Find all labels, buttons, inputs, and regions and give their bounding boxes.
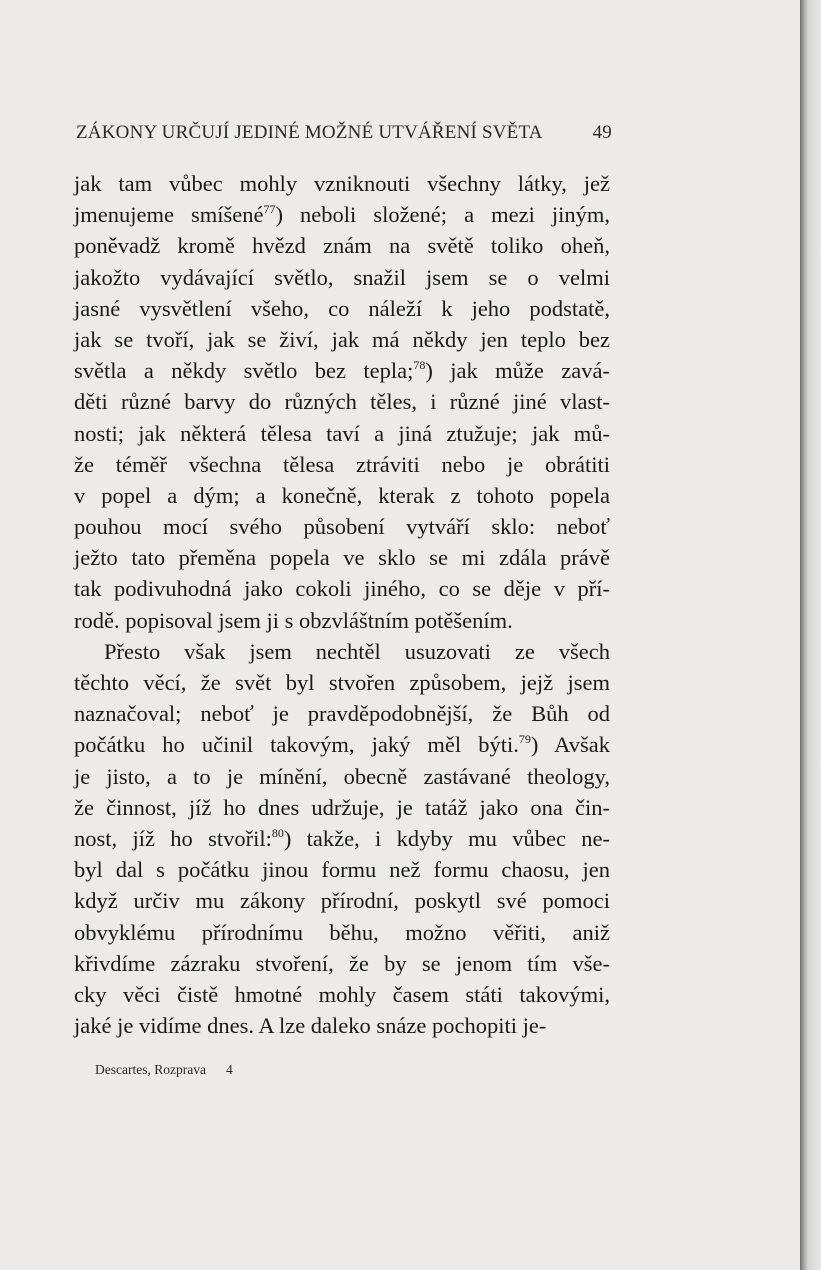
text-segment: cky věci čistě hmotné mohly časem státi takovými, — [74, 981, 610, 1007]
text-line — [74, 230, 610, 261]
text-line — [74, 449, 610, 480]
text-segment: rodě. popisoval jsem ji s obzvláštním potěšením. — [74, 607, 513, 633]
text-segment: že téměř všechna tělesa ztráviti nebo je obrátiti — [74, 451, 610, 477]
text-segment: ježto tato přeměna popela ve sklo se mi zdála právě — [74, 545, 610, 571]
text-line — [74, 418, 610, 449]
page-edge-shadow — [800, 0, 821, 1270]
text-segment: jakožto vydávající světlo, snažil jsem se o velmi — [74, 264, 610, 290]
text-line — [74, 605, 610, 636]
text-line — [74, 480, 610, 511]
text-segment: tak podivuhodná jako cokoli jiného, co se děje v pří- — [74, 576, 610, 602]
text-segment: že činnost, jíž ho dnes udržuje, je tatáž jako ona čin- — [74, 794, 610, 820]
text-segment: těchto věcí, že svět byl stvořen způsobem, jejž jsem — [74, 670, 610, 695]
text-segment: děti různé barvy do různých těles, i různé jiné vlast- — [74, 389, 610, 415]
text-line — [74, 729, 610, 760]
text-segment: ) jak může zavá- — [425, 358, 610, 384]
footnote-ref: 78 — [413, 358, 426, 373]
footer-source: Descartes, Rozprava — [95, 1062, 206, 1077]
text-segment: byl dal s počátku jinou formu než formu chaosu, jen — [74, 857, 610, 883]
running-header — [76, 122, 612, 144]
text-line — [74, 885, 610, 916]
text-line — [74, 667, 610, 698]
text-line — [74, 854, 610, 885]
running-header-title: ZÁKONY URČUJÍ JEDINÉ MOŽNÉ UTVÁŘENÍ SVĚTA — [76, 122, 543, 143]
text-line — [74, 386, 610, 417]
text-segment: křivdíme zázraku stvoření, že by se jenom tím vše- — [74, 950, 610, 976]
page-number: 49 — [592, 122, 612, 143]
text-segment: v popel a dým; a konečně, kterak z tohoto popela — [74, 482, 610, 508]
text-segment: jak tam vůbec mohly vzniknouti všechny látky, jež — [74, 171, 610, 196]
text-segment: ) Avšak — [530, 732, 611, 758]
page-footer — [95, 1062, 233, 1078]
text-segment: jaké je vidíme dnes. A lze daleko snáze pochopiti je- — [74, 1013, 547, 1039]
footnote-ref: 79 — [518, 732, 531, 747]
text-segment: obvyklému přírodnímu běhu, možno věřiti, aniž — [74, 919, 610, 945]
text-line — [74, 293, 610, 324]
text-segment: naznačoval; neboť je pravděpodobnější, že Bůh od — [74, 701, 610, 727]
text-line — [74, 511, 610, 542]
text-line — [74, 573, 610, 604]
text-segment: jasné vysvětlení všeho, co náleží k jeho podstatě, — [74, 295, 610, 321]
text-line — [74, 792, 610, 823]
text-segment: jak se tvoří, jak se živí, jak má někdy jen teplo bez — [74, 326, 610, 352]
text-line — [74, 168, 610, 199]
text-segment: počátku ho učinil takovým, jaký měl býti. — [74, 732, 519, 758]
text-line — [74, 917, 610, 948]
text-segment: nosti; jak některá tělesa taví a jiná ztužuje; jak mů- — [74, 420, 610, 446]
text-segment: když určiv mu zákony přírodní, poskytl své pomoci — [74, 888, 610, 914]
text-segment: pouhou mocí svého působení vytváří sklo: neboť — [74, 514, 610, 540]
text-line — [74, 761, 610, 792]
text-line — [74, 1010, 610, 1041]
text-line — [74, 698, 610, 729]
text-line — [74, 324, 610, 355]
text-line — [74, 979, 610, 1010]
text-segment: Přesto však jsem nechtěl usuzovati ze všech — [104, 638, 610, 664]
text-line — [74, 355, 610, 386]
text-line — [74, 542, 610, 573]
text-segment: je jisto, a to je mínění, obecně zastávané theology, — [74, 763, 610, 789]
text-line — [74, 636, 610, 667]
signature-mark: 4 — [225, 1062, 233, 1077]
text-segment: nost, jíž ho stvořil: — [74, 825, 272, 851]
footnote-ref: 80 — [271, 825, 284, 840]
footnote-ref: 77 — [263, 202, 276, 217]
text-segment: jmenujeme smíšené — [74, 202, 264, 228]
text-segment: ) neboli složené; a mezi jiným, — [275, 202, 610, 228]
text-line — [74, 262, 610, 293]
text-line — [74, 199, 610, 230]
text-segment: světla a někdy světlo bez tepla; — [74, 358, 414, 384]
body-text — [74, 168, 610, 1041]
text-line — [74, 823, 610, 854]
text-segment: poněvadž kromě hvězd znám na světě toliko oheň, — [74, 233, 610, 259]
text-segment: ) takže, i kdyby mu vůbec ne- — [283, 825, 610, 851]
text-line — [74, 948, 610, 979]
